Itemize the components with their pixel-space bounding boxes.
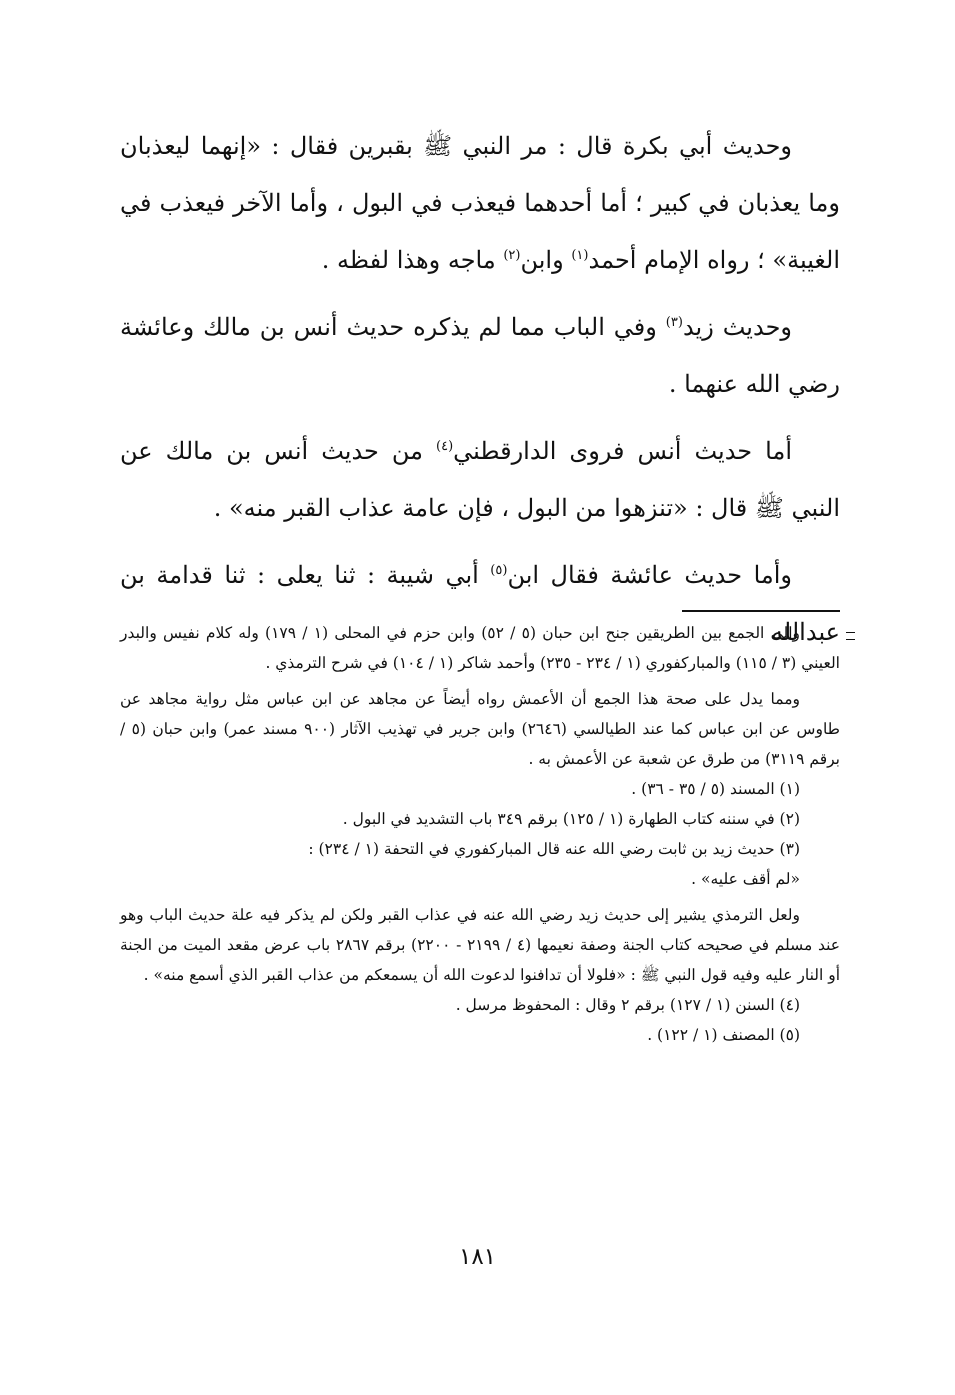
paragraph-abu-bakra — [120, 118, 840, 289]
footnote-3: (٣) حديث زيد بن ثابت رضي الله عنه قال المباركفوري في التحفة (١ / ٢٣٤) : — [308, 840, 800, 858]
footnote-5: (٥) المصنف (١ / ١٢٢) . — [647, 1026, 800, 1044]
footnote-3-quote: «لم أقف عليه» . — [691, 870, 800, 888]
footnote-ref-4[interactable]: (٤) — [436, 439, 454, 454]
paragraph-text: أما حديث أنس فروى الدارقطني — [453, 437, 792, 465]
footnote-3-continuation: ولعل الترمذي يشير إلى حديث زيد رضي الله عنه في عذاب القبر ولكن لم يذكر فيه علة حديث الباب وهو عند مسلم في صحيحه كتاب الجنة وصفة نعيمها (٤ / ٢١٩٩ - ٢٢٠٠) برقم ٢٨٦٧ باب عرض مقعد الميت من الجنة أو النار عليه وفيه قول النبي ﷺ : «فلولا أن تدافنوا لدعوت الله أن يسمعكم من عذاب القبر الذي أسمع منه» . — [120, 906, 841, 984]
footnote-separator — [682, 610, 840, 612]
paragraph-anas — [120, 423, 840, 537]
main-text — [120, 118, 840, 671]
footnote-ref-1[interactable]: (١) — [571, 248, 589, 263]
continuation-mark — [846, 632, 855, 640]
paragraph-text: وحديث زيد — [682, 313, 793, 341]
page-number: ١٨١ — [458, 1244, 497, 1270]
paragraph-text: ماجه وهذا لفظه . — [321, 246, 504, 274]
paragraph-text: وفي الباب مما لم يذكره حديث أنس بن مالك وعائشة رضي الله عنهما . — [120, 313, 840, 398]
paragraph-text: أبي شيبة : ثنا يعلى : ثنا قدامة بن عبدالله — [120, 561, 840, 646]
footnote-continuation: ومما يدل على صحة هذا الجمع أن الأعمش رواه أيضاً عن مجاهد عن ابن عباس مثل رواية مجاهد عن طاوس عن ابن عباس كما عند الطيالسي (٢٦٤٦) وابن جرير في تهذيب الآثار (٩٠٠ مسند عمر) وابن حبان (٥ / برقم ٣١١٩) من طرق عن شعبة عن الأعمش به . — [120, 690, 841, 768]
footnotes — [120, 618, 840, 1050]
paragraph-zaid — [120, 299, 840, 413]
paragraph-text: وأما حديث عائشة فقال ابن — [507, 561, 792, 589]
paragraph-text: وحديث أبي بكرة قال : مر النبي ﷺ بقبرين فقال : «إنهما ليعذبان وما يعذبان في كبير ؛ أما أحدهما فيعذب في البول ، وأما الآخر فيعذب في الغيبة» ؛ رواه الإمام أحمد — [120, 132, 840, 274]
footnote-ref-2[interactable]: (٢) — [503, 248, 521, 263]
footnote-ref-3[interactable]: (٣) — [665, 315, 683, 330]
paragraph-text: من حديث أنس بن مالك عن النبي ﷺ قال : «تنزهوا من البول ، فإن عامة عذاب القبر منه» . — [120, 437, 840, 522]
footnote-continuation: والى الجمع بين الطريقين جنح ابن حبان (٥ / ٥٢) وابن حزم في المحلى (١ / ١٧٩) وله كلام نفيس والبدر العيني (٣ / ١١٥) والمباركفوري (١ / ٢٣٤ - ٢٣٥) وأحمد شاكر (١ / ١٠٤) في شرح الترمذي . — [120, 624, 840, 672]
footnote-1: (١) المسند (٥ / ٣٥ - ٣٦) . — [631, 780, 800, 798]
footnote-4: (٤) السنن (١ / ١٢٧) برقم ٢ وقال : المحفوظ مرسل . — [455, 996, 800, 1014]
paragraph-text: وابن — [520, 246, 572, 274]
footnote-ref-5[interactable]: (٥) — [490, 563, 508, 578]
footnote-2: (٢) في سننه كتاب الطهارة (١ / ١٢٥) برقم ٣٤٩ باب التشديد في البول . — [342, 810, 800, 828]
